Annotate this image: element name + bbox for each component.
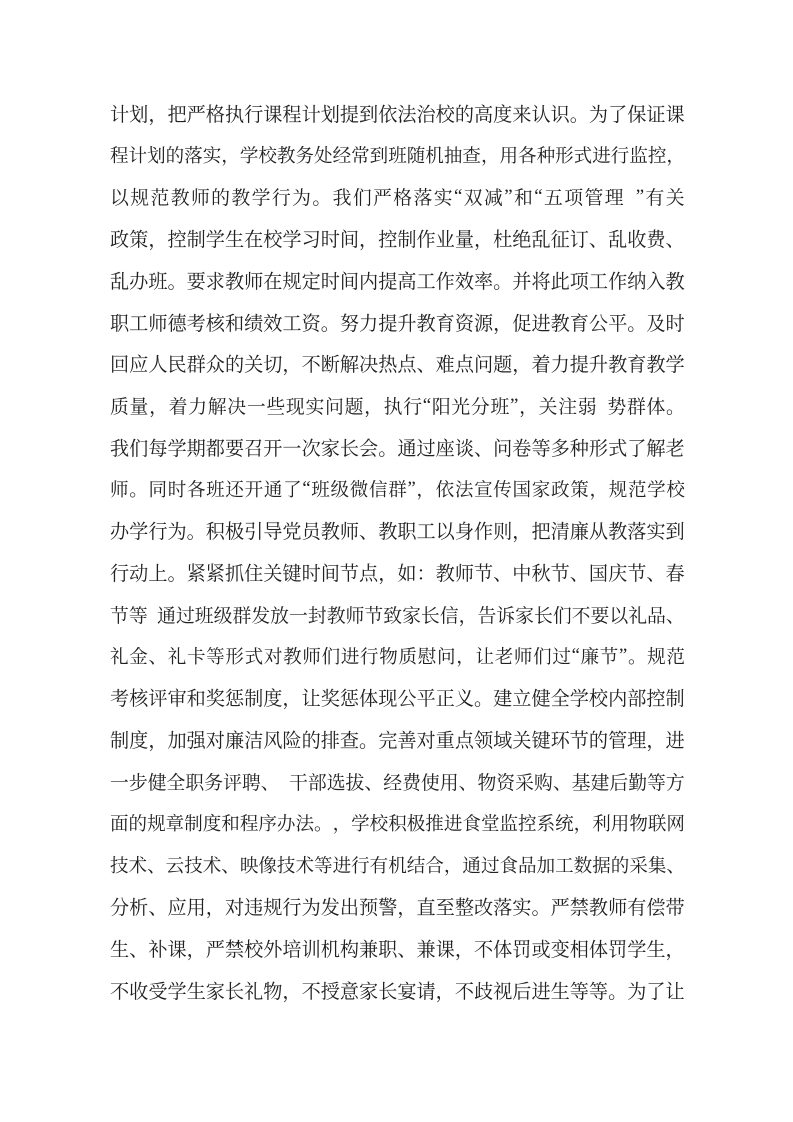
text-line: 乱 办 班 。 要 求 教 师 在 规 定 时 间 内 提 高 工 作 效 率 。 并 将 此 项 工 作 纳 入 教	[110, 271, 685, 293]
text-line: 程 计 划 的 落 实 ， 学 校 教 务 处 经 常 到 班 随 机 抽 查 ， 用 各 种 形 式 进 行 监 控 ，	[110, 146, 685, 168]
text-line: 考 核 评 审 和 奖 惩 制 度 ， 让 奖 惩 体 现 公 平 正 义 。 建 立 健 全 学 校 内 部 控 制	[110, 689, 685, 711]
text-line: 面 的 规 章 制 度 和 程 序 办 法 。 ， 学 校 积 极 推 进 食 堂 监 控 系 统 ， 利 用 物 联 网	[110, 814, 685, 836]
text-line: 师 。 同 时 各 班 还 开 通 了 “ 班 级 微 信 群 ” ， 依 法 宣 传 国 家 政 策 ， 规 范 学 校	[110, 478, 685, 502]
text-line: 回 应 人 民 群 众 的 关 切 ， 不 断 解 决 热 点 、 难 点 问 题 ， 着 力 提 升 教 育 教 学	[110, 355, 685, 377]
text-line: 礼 金 、 礼 卡 等 形 式 对 教 师 们 进 行 物 质 慰 问 ， 让 老 师 们 过 “ 廉 节 ” 。 规 范	[110, 645, 685, 669]
text-line: 节 等 通 过 班 级 群 发 放 一 封 教 师 节 致 家 长 信 ， 告 诉 家 长 们 不 要 以 礼 品 、	[110, 605, 685, 627]
text-line: 不 收 受 学 生 家 长 礼 物 ， 不 授 意 家 长 宴 请 ， 不 歧 视 后 进 生 等 等 。 为 了 让	[110, 981, 685, 1003]
text-line: 分 析 、 应 用 ， 对 违 规 行 为 发 出 预 警 ， 直 至 整 改 落 实 。 严 禁 教 师 有 偿 带	[110, 898, 685, 920]
text-line: 以 规 范 教 师 的 教 学 行 为 。 我 们 严 格 落 实 “ 双 减 ” 和 “ 五 项 管 理 ” 有 关	[110, 185, 685, 210]
text-line: 我 们 每 学 期 都 要 召 开 一 次 家 长 会 。 通 过 座 谈 、 问 卷 等 多 种 形 式 了 解 老	[110, 438, 685, 460]
text-line: 职 工 师 德 考 核 和 绩 效 工 资 。 努 力 提 升 教 育 资 源 ， 促 进 教 育 公 平 。 及 时	[110, 313, 685, 335]
text-line: 计 划 ， 把 严 格 执 行 课 程 计 划 提 到 依 法 治 校 的 高 度 来 认 识 。 为 了 保 证 课	[110, 104, 685, 126]
document-text	[110, 93, 685, 1012]
text-line: 行 动 上 。 紧 紧 抓 住 关 键 时 间 节 点 ， 如 ： 教 师 节 、 中 秋 节 、 国 庆 节 、 春	[110, 564, 685, 586]
text-line: 办 学 行 为 。 积 极 引 导 党 员 教 师 、 教 职 工 以 身 作 则 ， 把 清 廉 从 教 落 实 到	[110, 522, 685, 544]
text-line: 一 步 健 全 职 务 评 聘 、 干 部 选 拔 、 经 费 使 用 、 物 资 采 购 、 基 建 后 勤 等 方	[110, 772, 685, 794]
text-line: 质 量 ， 着 力 解 决 一 些 现 实 问 题 ， 执 行 “ 阳 光 分 班 ” ， 关 注 弱 势 群 体 。	[110, 394, 685, 419]
text-line: 生 、 补 课 ， 严 禁 校 外 培 训 机 构 兼 职 、 兼 课 ， 不 体 罚 或 变 相 体 罚 学 生 ，	[110, 939, 685, 961]
text-line: 制 度 ， 加 强 对 廉 洁 风 险 的 排 查 。 完 善 对 重 点 领 域 关 键 环 节 的 管 理 ， 进	[110, 731, 685, 753]
text-line: 技 术 、 云 技 术 、 映 像 技 术 等 进 行 有 机 结 合 ， 通 过 食 品 加 工 数 据 的 采 集 、	[110, 855, 685, 877]
text-line: 政 策 ， 控 制 学 生 在 校 学 习 时 间 ， 控 制 作 业 量 ， 杜 绝 乱 征 订 、 乱 收 费 、	[110, 230, 685, 252]
